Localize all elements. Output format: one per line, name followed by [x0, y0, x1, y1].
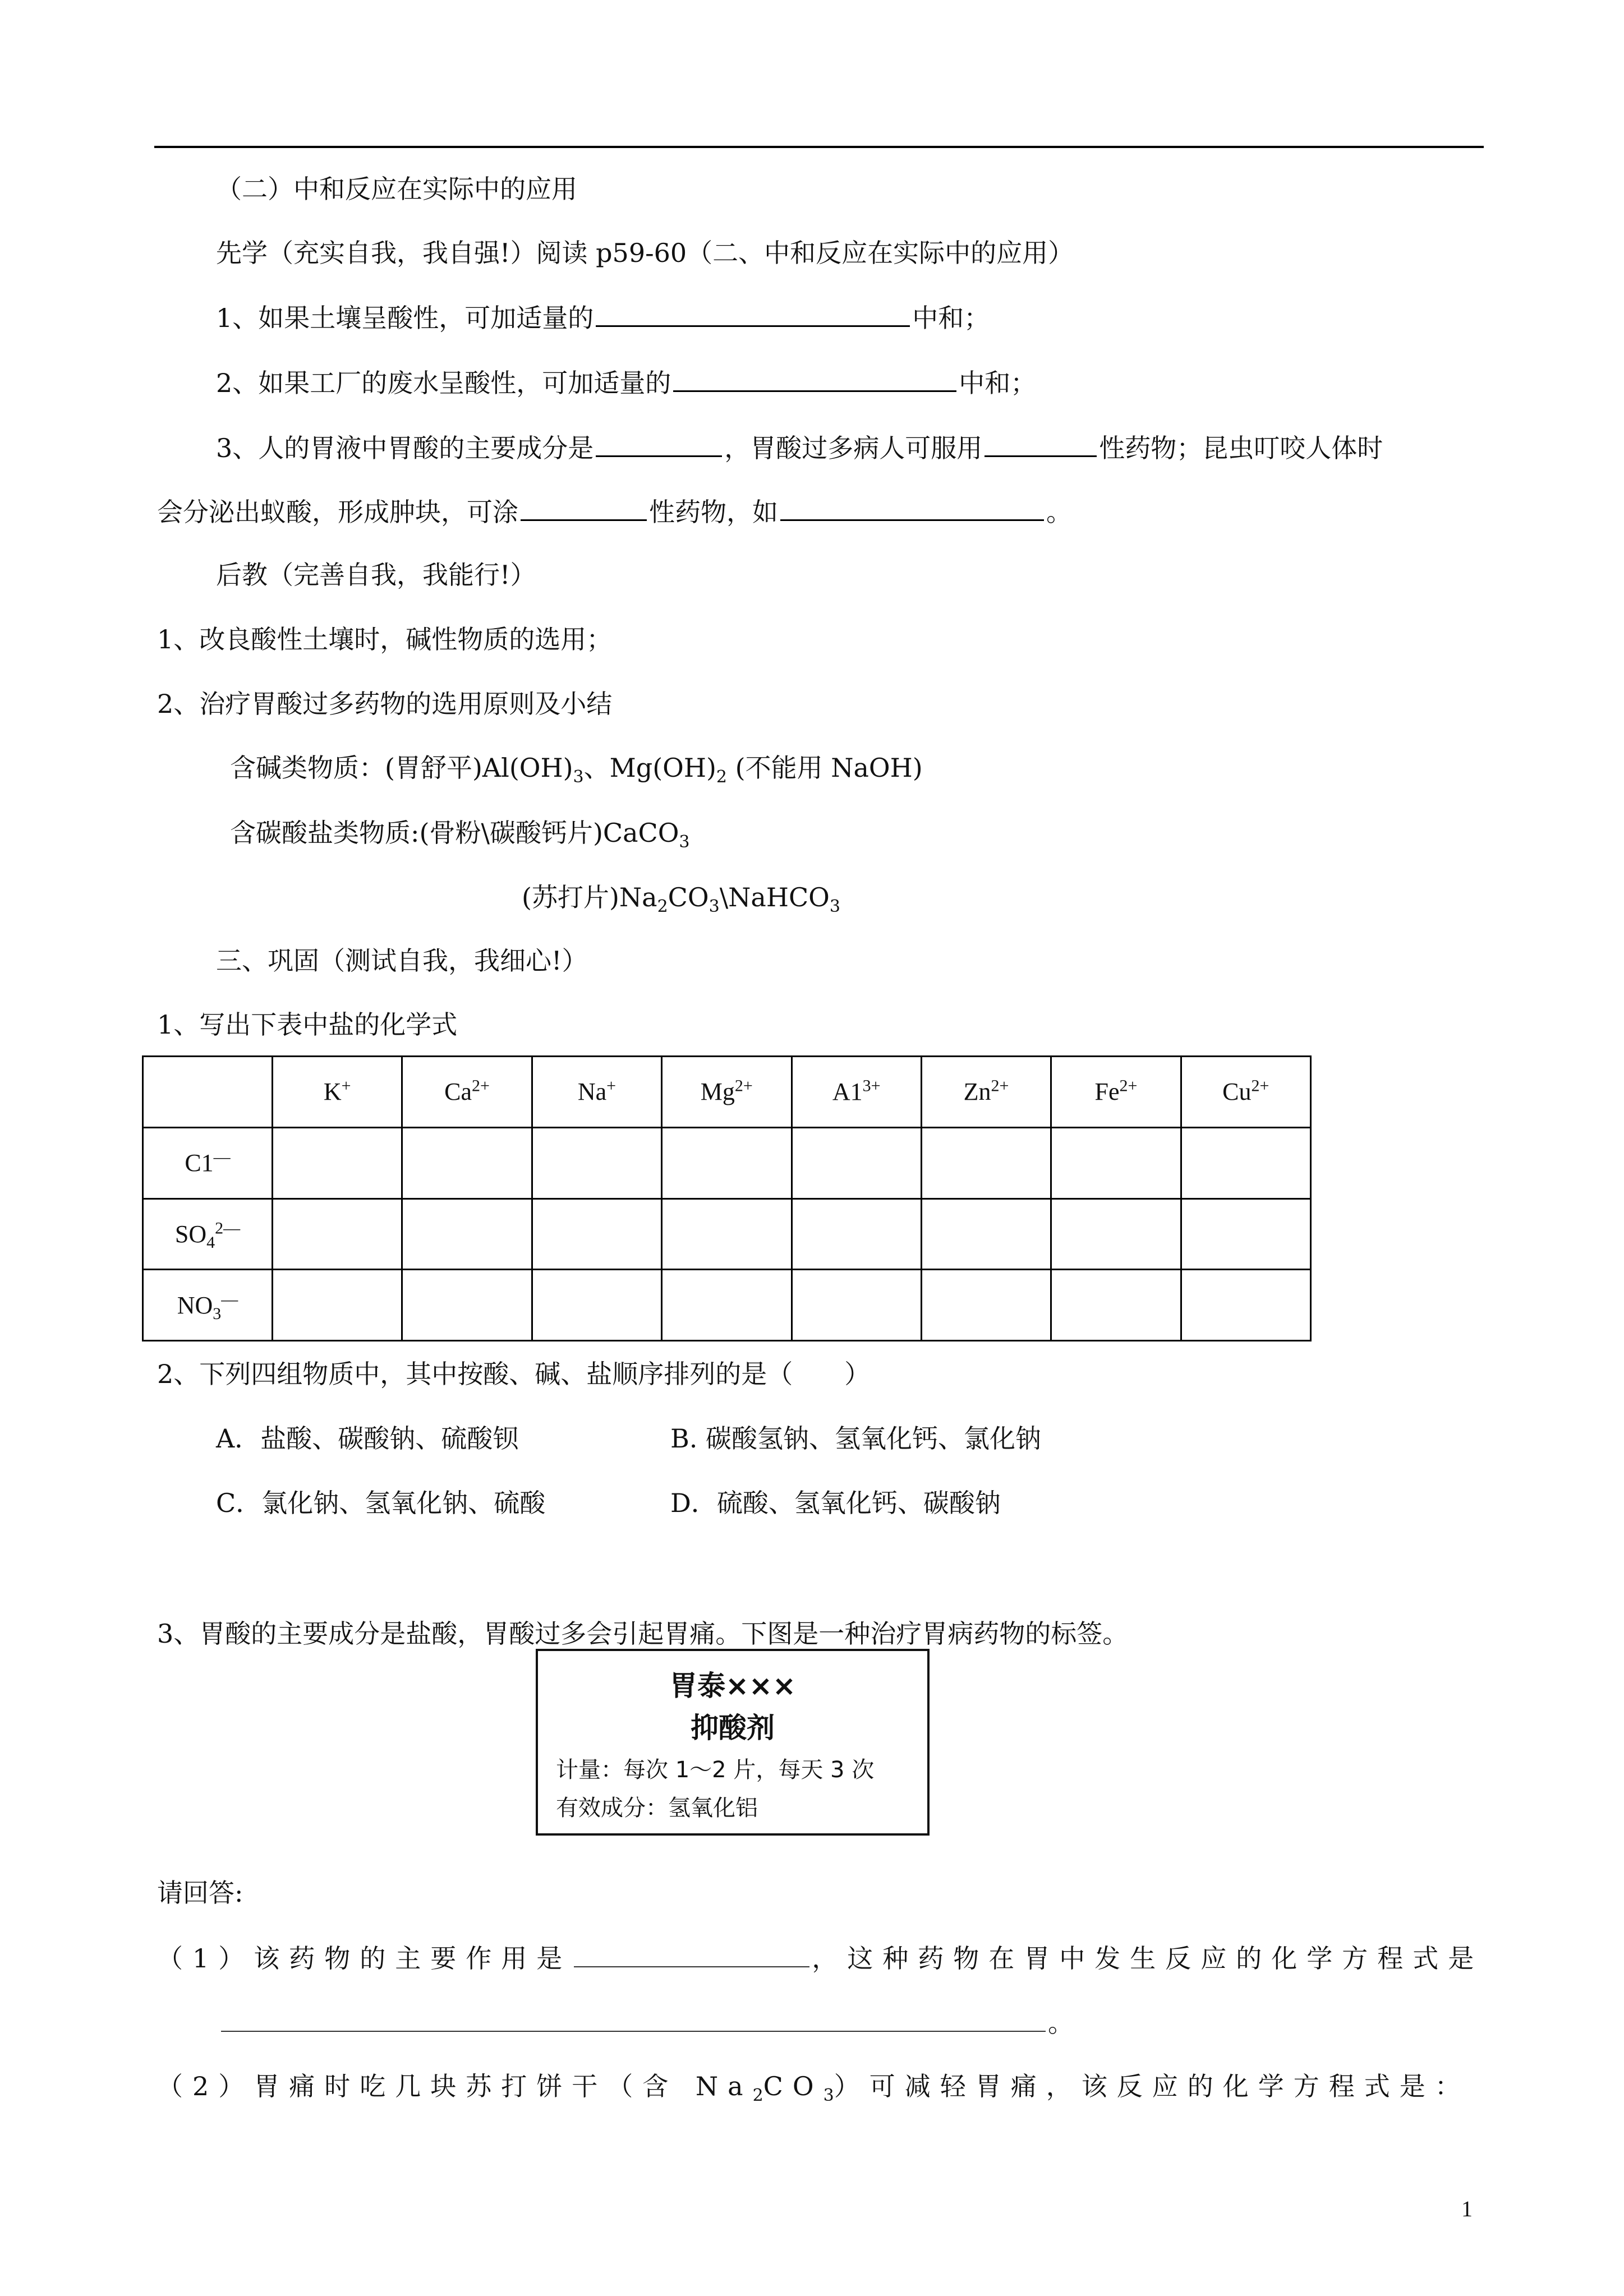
- after-teach-heading: 后教（完善自我，我能行!）: [216, 560, 536, 590]
- ion-table-row-nitrate: [143, 1270, 1311, 1341]
- medicine-type: 抑酸剂: [691, 1712, 775, 1744]
- sub-question-1-blank-2[interactable]: [221, 2005, 1046, 2032]
- sub-question-2: [157, 2069, 1470, 2106]
- point-2: 2、治疗胃酸过多药物的选用原则及小结: [157, 689, 613, 719]
- ion-table-header-row: [143, 1057, 1311, 1128]
- sub-question-1-blank-1[interactable]: [574, 1940, 809, 1967]
- medicine-name: 胃泰×××: [669, 1670, 796, 1702]
- anion-no3: [143, 1270, 273, 1341]
- answer-cell[interactable]: [273, 1127, 402, 1198]
- cation-na-charge: +: [606, 1076, 617, 1095]
- soda-sub-2: 3: [709, 897, 720, 917]
- answer-cell[interactable]: [792, 1198, 921, 1270]
- question-2-prefix: 2、如果工厂的废水呈酸性，可加适量的: [216, 368, 671, 398]
- sub-question-2-text-b: CO: [763, 2071, 823, 2101]
- answer-cell[interactable]: [792, 1127, 921, 1198]
- anion-cl-base: C1: [185, 1149, 214, 1177]
- alkali-sub-2: 2: [716, 767, 728, 787]
- cation-zn: [921, 1057, 1051, 1128]
- question-3-line-2: [157, 494, 1072, 529]
- answer-cell[interactable]: [402, 1198, 532, 1270]
- option-b[interactable]: B. 碳酸氢钠、氢氧化钙、氯化钠: [670, 1423, 1042, 1454]
- carbonate-line: [230, 816, 690, 850]
- alkali-text-c: (不能用 NaOH): [727, 753, 923, 783]
- section-title: （二）中和反应在实际中的应用: [216, 174, 577, 204]
- answer-cell[interactable]: [1051, 1198, 1181, 1270]
- answer-cell[interactable]: [532, 1198, 661, 1270]
- sub-question-2-text-a: （2）胃痛时吃几块苏打饼干（含 Na: [157, 2071, 753, 2101]
- ion-table-row-chloride: [143, 1127, 1311, 1198]
- question-3-text-a: 3、人的胃液中胃酸的主要成分是: [216, 433, 594, 463]
- question-3-text-f: 。: [1046, 497, 1072, 527]
- question-3-text-b: ，胃酸过多病人可服用: [724, 433, 983, 463]
- sub-question-1-text-c: 。: [1048, 2008, 1074, 2038]
- anion-so4-sub: 4: [206, 1233, 215, 1252]
- cation-ca: [402, 1057, 532, 1128]
- cation-k: [273, 1057, 402, 1128]
- alkali-text-a: 含碱类物质：(胃舒平)Al(OH): [230, 753, 573, 783]
- ion-table: [142, 1055, 1312, 1341]
- consolidate-heading: 三、巩固（测试自我，我细心!）: [216, 946, 588, 976]
- cation-al-base: A1: [832, 1078, 863, 1106]
- answer-cell[interactable]: [273, 1198, 402, 1270]
- sub-question-2-sub-1: 2: [752, 2086, 763, 2106]
- cation-mg-base: Mg: [700, 1078, 735, 1106]
- answer-cell[interactable]: [921, 1270, 1051, 1341]
- cation-zn-base: Zn: [963, 1078, 991, 1106]
- exercise-1: 1、写出下表中盐的化学式: [157, 1009, 458, 1040]
- question-2: [216, 365, 1036, 400]
- cation-cu-base: Cu: [1222, 1078, 1252, 1106]
- sub-question-1-line-1: [157, 1940, 1483, 1975]
- medicine-ingredient: 有效成分：氢氧化铝: [556, 1795, 758, 1821]
- cation-mg-charge: 2+: [734, 1076, 753, 1095]
- cation-al-charge: 3+: [862, 1076, 881, 1095]
- question-2-blank[interactable]: [673, 365, 956, 392]
- question-3-text-e: 性药物，如: [649, 497, 778, 527]
- cation-ca-charge: 2+: [472, 1076, 490, 1095]
- answer-cell[interactable]: [402, 1127, 532, 1198]
- cation-na: [532, 1057, 661, 1128]
- option-c[interactable]: C．氯化钠、氢氧化钠、硫酸: [216, 1488, 546, 1518]
- option-a[interactable]: A．盐酸、碳酸钠、硫酸钡: [216, 1423, 519, 1454]
- carbonate-sub: 3: [679, 832, 690, 852]
- prelearn-line: 先学（充实自我，我自强!）阅读 p59-60（二、中和反应在实际中的应用）: [216, 238, 1074, 268]
- soda-text-b: CO: [668, 882, 709, 912]
- question-1-suffix: 中和；: [912, 303, 990, 333]
- cation-cu: [1181, 1057, 1310, 1128]
- carbonate-text: 含碳酸盐类物质:(骨粉\碳酸钙片)CaCO: [230, 818, 679, 848]
- answer-cell[interactable]: [273, 1270, 402, 1341]
- sub-question-1-text-a: （1）该药物的主要作用是: [157, 1943, 572, 1974]
- question-1-prefix: 1、如果土壤呈酸性，可加适量的: [216, 303, 594, 333]
- alkali-line: [230, 751, 923, 785]
- answer-cell[interactable]: [532, 1127, 661, 1198]
- question-1-blank[interactable]: [596, 299, 910, 327]
- cation-k-charge: +: [341, 1076, 351, 1095]
- exercise-3-stem: 3、胃酸的主要成分是盐酸，胃酸过多会引起胃痛。下图是一种治疗胃病药物的标签。: [157, 1619, 1129, 1649]
- answer-cell[interactable]: [662, 1270, 792, 1341]
- medicine-dosage: 计量：每次 1～2 片，每天 3 次: [556, 1757, 875, 1783]
- answer-cell[interactable]: [1181, 1127, 1310, 1198]
- cation-al: [792, 1057, 921, 1128]
- answer-cell[interactable]: [1051, 1127, 1181, 1198]
- exercise-2-stem: 2、下列四组物质中，其中按酸、碱、盐顺序排列的是（ ）: [157, 1359, 871, 1389]
- sub-question-2-text-c: ）可减轻胃痛，该反应的化学方程式是：: [834, 2071, 1470, 2101]
- question-2-suffix: 中和；: [959, 368, 1037, 398]
- answer-cell[interactable]: [402, 1270, 532, 1341]
- cation-fe-base: Fe: [1094, 1078, 1120, 1106]
- answer-cell[interactable]: [532, 1270, 661, 1341]
- anion-so4-charge: 2—: [215, 1219, 241, 1238]
- answer-prompt: 请回答:: [157, 1878, 243, 1908]
- answer-cell[interactable]: [1051, 1270, 1181, 1341]
- question-3-blank-3[interactable]: [521, 494, 647, 521]
- cation-k-base: K: [323, 1078, 342, 1106]
- answer-cell[interactable]: [1181, 1198, 1310, 1270]
- option-d[interactable]: D．硫酸、氢氧化钙、碳酸钠: [670, 1488, 1001, 1518]
- cation-na-base: Na: [577, 1078, 607, 1106]
- answer-cell[interactable]: [662, 1198, 792, 1270]
- alkali-text-b: 、Mg(OH): [583, 753, 716, 783]
- sub-question-2-sub-2: 3: [823, 2086, 834, 2106]
- sub-question-1-text-b: ，这种药物在胃中发生反应的化学方程式是: [812, 1943, 1484, 1974]
- anion-so4: [143, 1198, 273, 1270]
- ion-table-corner-cell: [143, 1057, 273, 1128]
- sub-question-1-line-2: [219, 2005, 1074, 2040]
- answer-cell[interactable]: [921, 1198, 1051, 1270]
- cation-fe: [1051, 1057, 1181, 1128]
- question-3-text-c: 性药物；昆虫叮咬人体时: [1099, 433, 1383, 463]
- ion-table-row-sulfate: [143, 1198, 1311, 1270]
- cation-ca-base: Ca: [444, 1078, 472, 1106]
- soda-text-a: (苏打片)Na: [522, 882, 657, 912]
- page-number: 1: [1461, 2196, 1473, 2221]
- cation-zn-charge: 2+: [991, 1076, 1009, 1095]
- question-3-blank-1[interactable]: [596, 430, 722, 457]
- question-3-blank-4[interactable]: [780, 494, 1044, 521]
- soda-text-c: \NaHCO: [719, 882, 830, 912]
- medicine-label: [536, 1649, 930, 1836]
- question-3-line-1: [216, 430, 1383, 465]
- alkali-sub-1: 3: [573, 767, 584, 787]
- answer-cell[interactable]: [792, 1270, 921, 1341]
- question-3-text-d: 会分泌出蚁酸，形成肿块，可涂: [157, 497, 518, 527]
- soda-line: [522, 880, 840, 917]
- anion-no3-charge: —: [221, 1289, 238, 1308]
- anion-no3-base: NO: [177, 1291, 213, 1319]
- answer-cell[interactable]: [1181, 1270, 1310, 1341]
- header-rule: [154, 146, 1484, 148]
- question-1: [216, 299, 990, 335]
- anion-no3-sub: 3: [213, 1304, 222, 1323]
- cation-fe-charge: 2+: [1119, 1076, 1138, 1095]
- anion-cl-charge: —: [213, 1147, 231, 1167]
- anion-cl: [143, 1127, 273, 1198]
- point-1: 1、改良酸性土壤时，碱性物质的选用；: [157, 624, 613, 654]
- answer-cell[interactable]: [662, 1127, 792, 1198]
- anion-so4-base: SO: [174, 1220, 207, 1248]
- soda-sub-3: 3: [829, 897, 840, 917]
- cation-cu-charge: 2+: [1251, 1076, 1269, 1095]
- answer-cell[interactable]: [921, 1127, 1051, 1198]
- cation-mg: [662, 1057, 792, 1128]
- question-3-blank-2[interactable]: [984, 430, 1097, 457]
- soda-sub-1: 2: [657, 897, 668, 917]
